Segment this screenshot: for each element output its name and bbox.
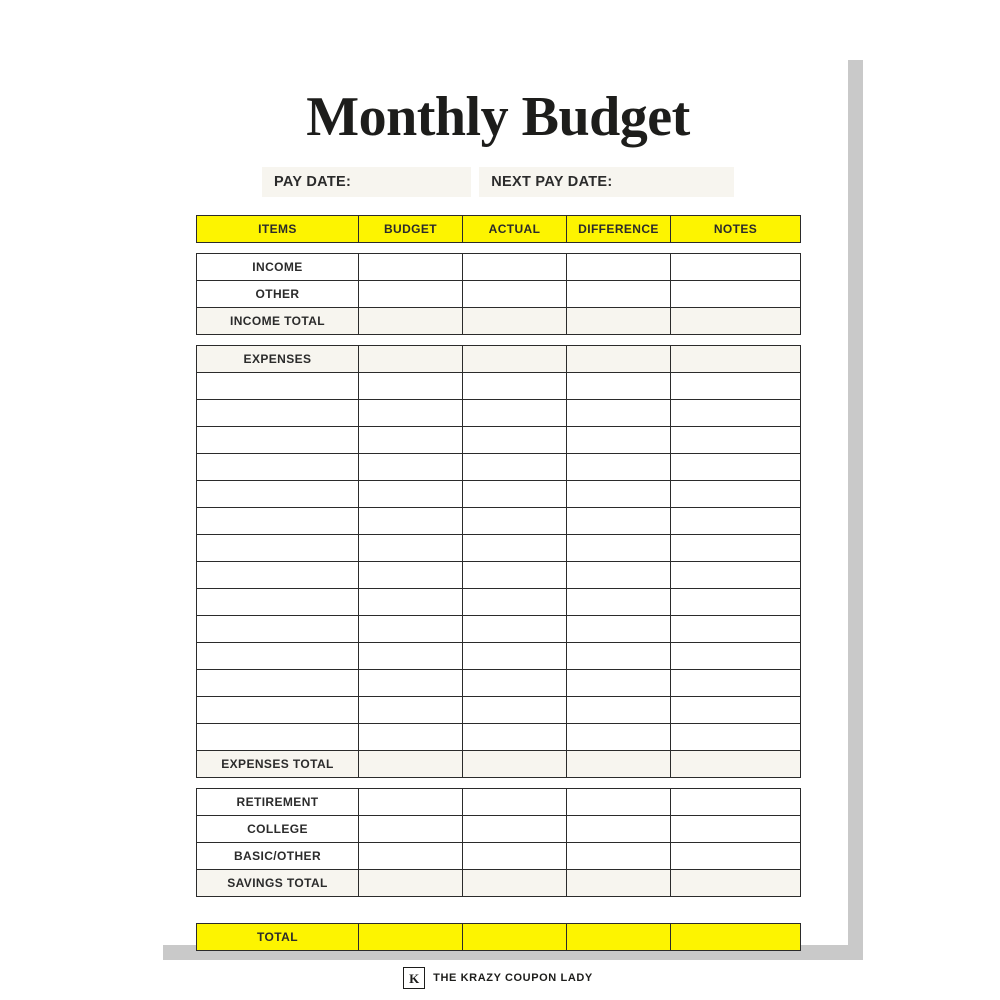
expense-budget-cell[interactable] — [359, 535, 463, 562]
expense-budget-cell[interactable] — [359, 589, 463, 616]
expense-row — [197, 508, 801, 535]
savings-difference-cell[interactable] — [567, 816, 671, 843]
expense-budget-cell[interactable] — [359, 643, 463, 670]
column-header-difference: DIFFERENCE — [567, 216, 671, 243]
expense-label-cell[interactable] — [197, 724, 359, 751]
income-actual-cell[interactable] — [463, 281, 567, 308]
expense-label-cell[interactable] — [197, 643, 359, 670]
expense-actual-cell[interactable] — [463, 751, 567, 778]
income-budget-cell[interactable] — [359, 281, 463, 308]
expense-actual-cell[interactable] — [463, 427, 567, 454]
savings-label-cell[interactable]: COLLEGE — [197, 816, 359, 843]
savings-difference-cell[interactable] — [567, 870, 671, 897]
expense-notes-cell[interactable] — [671, 751, 801, 778]
expense-row — [197, 724, 801, 751]
expense-row — [197, 616, 801, 643]
expense-label-cell[interactable] — [197, 535, 359, 562]
expense-actual-cell[interactable] — [463, 562, 567, 589]
expense-label-cell[interactable]: EXPENSES TOTAL — [197, 751, 359, 778]
expense-row — [197, 697, 801, 724]
expense-difference-cell[interactable] — [567, 697, 671, 724]
income-budget-cell[interactable] — [359, 308, 463, 335]
expense-difference-cell[interactable] — [567, 454, 671, 481]
expenses-rows — [197, 346, 801, 778]
savings-budget-cell[interactable] — [359, 816, 463, 843]
income-rows — [197, 254, 801, 335]
expense-actual-cell[interactable] — [463, 346, 567, 373]
expense-actual-cell[interactable] — [463, 724, 567, 751]
expense-budget-cell[interactable] — [359, 616, 463, 643]
expense-budget-cell[interactable] — [359, 346, 463, 373]
expense-row — [197, 670, 801, 697]
expense-actual-cell[interactable] — [463, 454, 567, 481]
savings-difference-cell[interactable] — [567, 789, 671, 816]
expense-label-cell[interactable]: EXPENSES — [197, 346, 359, 373]
income-budget-cell[interactable] — [359, 254, 463, 281]
pay-date-field[interactable] — [262, 167, 471, 197]
expense-difference-cell[interactable] — [567, 400, 671, 427]
income-difference-cell[interactable] — [567, 254, 671, 281]
expense-notes-cell[interactable] — [671, 589, 801, 616]
savings-section — [196, 788, 801, 897]
savings-actual-cell[interactable] — [463, 843, 567, 870]
savings-notes-cell[interactable] — [671, 816, 801, 843]
expense-budget-cell[interactable] — [359, 697, 463, 724]
savings-budget-cell[interactable] — [359, 870, 463, 897]
expense-notes-cell[interactable] — [671, 427, 801, 454]
expense-difference-cell[interactable] — [567, 508, 671, 535]
column-header-items: ITEMS — [197, 216, 359, 243]
total-label: TOTAL — [197, 924, 359, 951]
expense-row — [197, 373, 801, 400]
expense-row — [197, 589, 801, 616]
savings-row — [197, 843, 801, 870]
expense-budget-cell[interactable] — [359, 427, 463, 454]
expense-difference-cell[interactable] — [567, 670, 671, 697]
expense-notes-cell[interactable] — [671, 535, 801, 562]
income-difference-cell[interactable] — [567, 308, 671, 335]
expense-budget-cell[interactable] — [359, 400, 463, 427]
savings-actual-cell[interactable] — [463, 816, 567, 843]
expense-budget-cell[interactable] — [359, 670, 463, 697]
expense-difference-cell[interactable] — [567, 589, 671, 616]
expense-difference-cell[interactable] — [567, 751, 671, 778]
expense-row — [197, 400, 801, 427]
savings-actual-cell[interactable] — [463, 789, 567, 816]
expense-difference-cell[interactable] — [567, 373, 671, 400]
expense-notes-cell[interactable] — [671, 724, 801, 751]
expense-budget-cell[interactable] — [359, 481, 463, 508]
expense-notes-cell[interactable] — [671, 454, 801, 481]
expense-label-cell[interactable] — [197, 481, 359, 508]
expenses-section — [196, 345, 801, 778]
expense-notes-cell[interactable] — [671, 508, 801, 535]
savings-label-cell[interactable]: BASIC/OTHER — [197, 843, 359, 870]
expense-label-cell[interactable] — [197, 508, 359, 535]
savings-row — [197, 816, 801, 843]
total-notes-cell[interactable] — [671, 924, 801, 951]
savings-notes-cell[interactable] — [671, 870, 801, 897]
income-difference-cell[interactable] — [567, 281, 671, 308]
expense-notes-cell[interactable] — [671, 616, 801, 643]
income-section — [196, 253, 801, 335]
expense-row — [197, 346, 801, 373]
grand-total-row — [196, 923, 801, 951]
expense-notes-cell[interactable] — [671, 697, 801, 724]
savings-label-cell[interactable]: RETIREMENT — [197, 789, 359, 816]
pay-date-row — [262, 167, 734, 197]
expense-actual-cell[interactable] — [463, 508, 567, 535]
savings-notes-cell[interactable] — [671, 843, 801, 870]
expense-difference-cell[interactable] — [567, 562, 671, 589]
income-label-cell[interactable]: INCOME TOTAL — [197, 308, 359, 335]
expense-actual-cell[interactable] — [463, 643, 567, 670]
total-difference-cell[interactable] — [567, 924, 671, 951]
savings-difference-cell[interactable] — [567, 843, 671, 870]
expense-row — [197, 427, 801, 454]
savings-row — [197, 870, 801, 897]
expense-difference-cell[interactable] — [567, 346, 671, 373]
expense-difference-cell[interactable] — [567, 535, 671, 562]
column-header-budget: BUDGET — [359, 216, 463, 243]
expense-notes-cell[interactable] — [671, 400, 801, 427]
expense-row — [197, 481, 801, 508]
expense-notes-cell[interactable] — [671, 670, 801, 697]
total-budget-cell[interactable] — [359, 924, 463, 951]
budget-sheet — [196, 215, 800, 989]
footer-brand — [196, 967, 800, 989]
expense-row — [197, 751, 801, 778]
page-title: Monthly Budget — [306, 86, 690, 148]
expense-label-cell[interactable] — [197, 400, 359, 427]
income-actual-cell[interactable] — [463, 308, 567, 335]
expense-budget-cell[interactable] — [359, 724, 463, 751]
expense-difference-cell[interactable] — [567, 724, 671, 751]
income-notes-cell[interactable] — [671, 254, 801, 281]
expense-actual-cell[interactable] — [463, 373, 567, 400]
expense-actual-cell[interactable] — [463, 616, 567, 643]
expense-label-cell[interactable] — [197, 454, 359, 481]
expense-actual-cell[interactable] — [463, 481, 567, 508]
income-row — [197, 254, 801, 281]
savings-budget-cell[interactable] — [359, 789, 463, 816]
income-row — [197, 281, 801, 308]
income-label-cell[interactable]: INCOME — [197, 254, 359, 281]
expense-row — [197, 562, 801, 589]
expense-label-cell[interactable] — [197, 670, 359, 697]
expense-actual-cell[interactable] — [463, 589, 567, 616]
expense-actual-cell[interactable] — [463, 535, 567, 562]
brand-name: THE KRAZY COUPON LADY — [433, 972, 593, 984]
next-pay-date-field[interactable] — [479, 167, 734, 197]
column-header-actual: ACTUAL — [463, 216, 567, 243]
expense-row — [197, 643, 801, 670]
expense-notes-cell[interactable] — [671, 481, 801, 508]
savings-notes-cell[interactable] — [671, 789, 801, 816]
expense-actual-cell[interactable] — [463, 400, 567, 427]
expense-notes-cell[interactable] — [671, 562, 801, 589]
expense-difference-cell[interactable] — [567, 643, 671, 670]
next-pay-date-label: NEXT PAY DATE: — [491, 174, 613, 190]
savings-row — [197, 789, 801, 816]
expense-budget-cell[interactable] — [359, 454, 463, 481]
expense-difference-cell[interactable] — [567, 481, 671, 508]
expense-label-cell[interactable] — [197, 427, 359, 454]
expense-notes-cell[interactable] — [671, 643, 801, 670]
income-label-cell[interactable]: OTHER — [197, 281, 359, 308]
expense-row — [197, 454, 801, 481]
krazy-coupon-lady-logo-icon — [403, 967, 425, 989]
savings-budget-cell[interactable] — [359, 843, 463, 870]
savings-actual-cell[interactable] — [463, 870, 567, 897]
income-row — [197, 308, 801, 335]
expense-label-cell[interactable] — [197, 616, 359, 643]
budget-worksheet-page — [148, 45, 848, 986]
income-notes-cell[interactable] — [671, 281, 801, 308]
column-header-notes: NOTES — [671, 216, 801, 243]
income-actual-cell[interactable] — [463, 254, 567, 281]
expense-label-cell[interactable] — [197, 562, 359, 589]
pay-date-label: PAY DATE: — [274, 174, 352, 190]
expense-actual-cell[interactable] — [463, 697, 567, 724]
income-notes-cell[interactable] — [671, 308, 801, 335]
expense-label-cell[interactable] — [197, 589, 359, 616]
expense-notes-cell[interactable] — [671, 373, 801, 400]
expense-label-cell[interactable] — [197, 697, 359, 724]
expense-budget-cell[interactable] — [359, 751, 463, 778]
expense-label-cell[interactable] — [197, 373, 359, 400]
savings-rows — [197, 789, 801, 897]
expense-budget-cell[interactable] — [359, 508, 463, 535]
total-actual-cell[interactable] — [463, 924, 567, 951]
expense-actual-cell[interactable] — [463, 670, 567, 697]
logo-glyph: K — [409, 970, 420, 986]
expense-budget-cell[interactable] — [359, 562, 463, 589]
expense-budget-cell[interactable] — [359, 373, 463, 400]
column-header-row — [196, 215, 801, 243]
expense-notes-cell[interactable] — [671, 346, 801, 373]
expense-difference-cell[interactable] — [567, 616, 671, 643]
expense-row — [197, 535, 801, 562]
expense-difference-cell[interactable] — [567, 427, 671, 454]
savings-label-cell[interactable]: SAVINGS TOTAL — [197, 870, 359, 897]
